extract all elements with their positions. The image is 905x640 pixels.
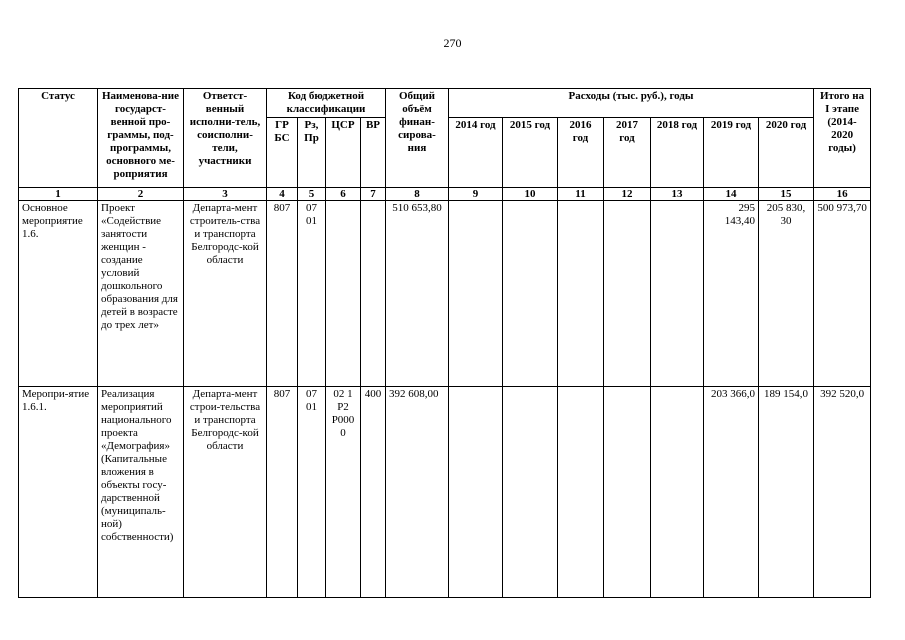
header-grbs: ГР БС <box>267 118 298 188</box>
cell-2014 <box>449 201 503 387</box>
cell-2014 <box>449 387 503 598</box>
table-row <box>19 201 871 387</box>
cell-2020: 205 830, 30 <box>759 201 814 387</box>
column-number: 13 <box>651 188 704 201</box>
header-year-2015: 2015 год <box>503 118 558 188</box>
column-number: 15 <box>759 188 814 201</box>
header-year-2016: 2016 год <box>558 118 604 188</box>
cell-2016 <box>558 387 604 598</box>
column-number: 1 <box>19 188 98 201</box>
header-name: Наименова-ние государст-венной про-граммы, под-программы, основного ме-роприятия <box>98 89 184 188</box>
cell-2019: 203 366,0 <box>704 387 759 598</box>
header-expenses: Расходы (тыс. руб.), годы <box>449 89 814 118</box>
cell-vr <box>361 201 386 387</box>
cell-grbs: 807 <box>267 201 298 387</box>
cell-2019: 295 143,40 <box>704 201 759 387</box>
cell-2015 <box>503 387 558 598</box>
column-number: 9 <box>449 188 503 201</box>
header-vr: ВР <box>361 118 386 188</box>
cell-name: Проект «Содействие занятости женщин - создание условий дошкольного образования для детей в возрасте до трех лет» <box>98 201 184 387</box>
cell-responsible: Департа-мент строитель-ства и транспорта Белгородс-кой области <box>184 201 267 387</box>
cell-rzpr: 07 01 <box>298 201 326 387</box>
header-stage-total: Итого на I этапе (2014-2020 годы) <box>814 89 871 188</box>
column-number: 2 <box>98 188 184 201</box>
header-year-2014: 2014 год <box>449 118 503 188</box>
page-number: 270 <box>443 36 462 50</box>
header-total: Общий объём финан-сирова-ния <box>386 89 449 188</box>
header-responsible: Ответст-венный исполни-тель, соисполни-тели, участники <box>184 89 267 188</box>
cell-2015 <box>503 201 558 387</box>
column-number: 11 <box>558 188 604 201</box>
cell-stage-total: 392 520,0 <box>814 387 871 598</box>
column-number: 4 <box>267 188 298 201</box>
table-row <box>19 387 871 598</box>
cell-2017 <box>604 201 651 387</box>
cell-csr <box>326 201 361 387</box>
header-status: Статус <box>19 89 98 188</box>
header-year-2017: 2017 год <box>604 118 651 188</box>
column-number: 7 <box>361 188 386 201</box>
cell-2020: 189 154,0 <box>759 387 814 598</box>
budget-table <box>18 88 871 598</box>
column-number: 12 <box>604 188 651 201</box>
column-number: 6 <box>326 188 361 201</box>
cell-name: Реализация мероприятий национального проекта «Демография» (Капитальные вложения в объекты госу-дарственной (муниципаль-ной) собственности) <box>98 387 184 598</box>
cell-status: Меропри-ятие 1.6.1. <box>19 387 98 598</box>
cell-2018 <box>651 201 704 387</box>
cell-rzpr: 07 01 <box>298 387 326 598</box>
cell-total: 392 608,00 <box>386 387 449 598</box>
cell-2018 <box>651 387 704 598</box>
column-number: 10 <box>503 188 558 201</box>
cell-responsible: Департа-мент строи-тельства и транспорта Белгородс-кой области <box>184 387 267 598</box>
column-numbers-row <box>19 188 871 201</box>
header-budget-code: Код бюджетной классификации <box>267 89 386 118</box>
header-year-2020: 2020 год <box>759 118 814 188</box>
header-csr: ЦСР <box>326 118 361 188</box>
header-year-2018: 2018 год <box>651 118 704 188</box>
column-number: 3 <box>184 188 267 201</box>
column-number: 16 <box>814 188 871 201</box>
column-number: 14 <box>704 188 759 201</box>
cell-2016 <box>558 201 604 387</box>
cell-stage-total: 500 973,70 <box>814 201 871 387</box>
header-rzpr: Рз, Пр <box>298 118 326 188</box>
header-year-2019: 2019 год <box>704 118 759 188</box>
column-number: 5 <box>298 188 326 201</box>
cell-status: Основное мероприятие 1.6. <box>19 201 98 387</box>
cell-vr: 400 <box>361 387 386 598</box>
cell-grbs: 807 <box>267 387 298 598</box>
cell-total: 510 653,80 <box>386 201 449 387</box>
cell-csr: 02 1 P2 P000 0 <box>326 387 361 598</box>
cell-2017 <box>604 387 651 598</box>
column-number: 8 <box>386 188 449 201</box>
